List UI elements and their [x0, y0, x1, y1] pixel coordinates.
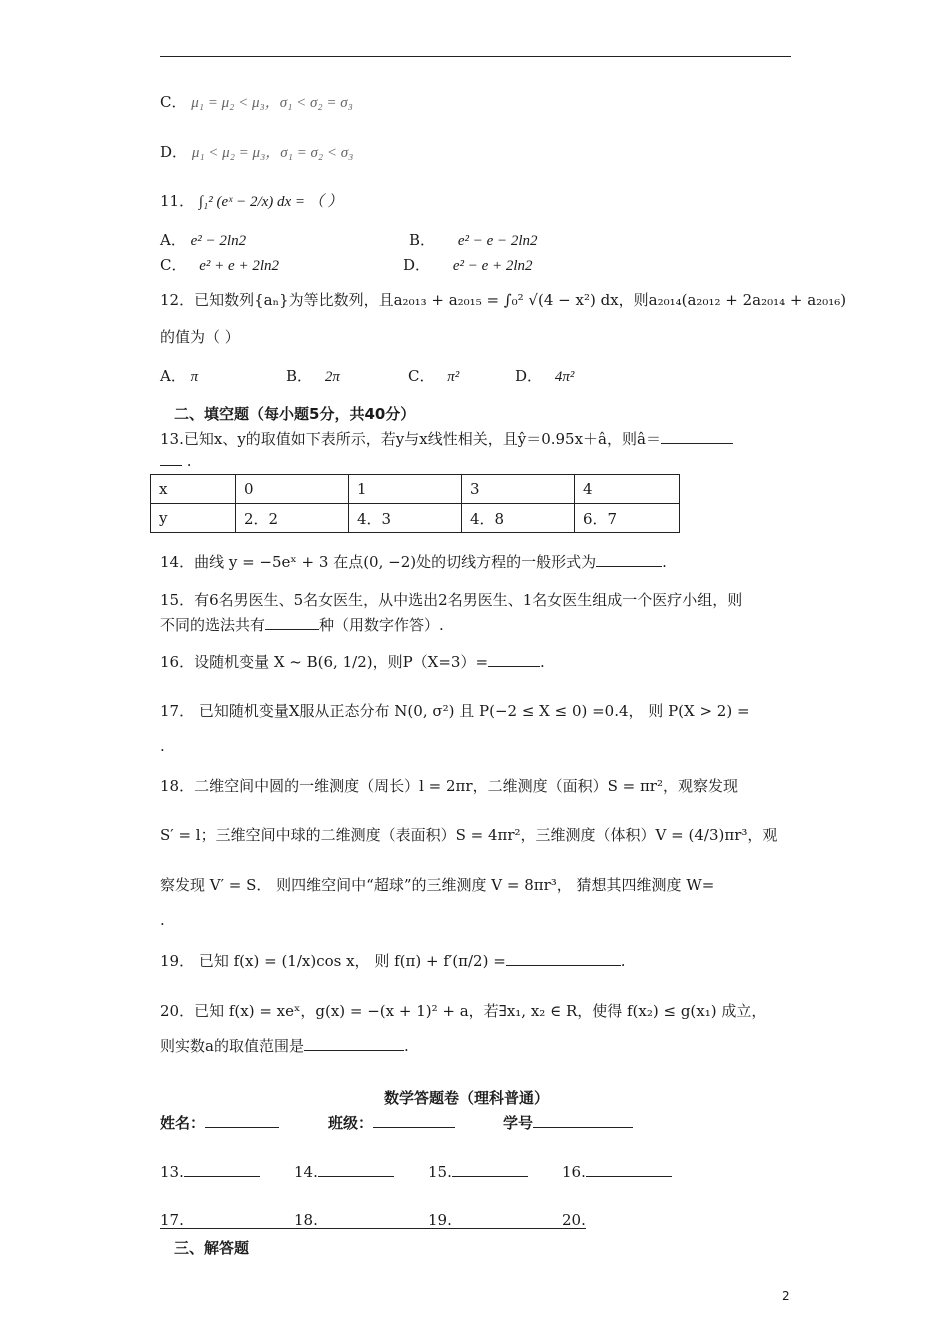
- table-cell: y: [151, 504, 236, 533]
- q10-option-d: [160, 141, 353, 162]
- q17-line2: .: [160, 737, 165, 755]
- table-cell: 4．3: [349, 504, 462, 533]
- question-text: .: [403, 1037, 409, 1055]
- slot-label: 17.: [160, 1211, 184, 1229]
- option-label: D．: [515, 367, 543, 385]
- answer-slot-14: [294, 1162, 394, 1181]
- q12-option-b: [286, 365, 340, 386]
- slot-label: 13.: [160, 1163, 184, 1181]
- question-text: 14．曲线 y = −5eˣ + 3 在点(0, −2)处的切线方程的一般形式为: [160, 553, 597, 571]
- option-label: B．: [286, 367, 313, 385]
- q12-stem-cont: [160, 326, 240, 347]
- q19: [160, 950, 626, 971]
- q16: [160, 651, 545, 672]
- table-row: [151, 475, 680, 504]
- q10-option-c: [160, 91, 353, 112]
- q18-line1: 18．二维空间中圆的一维测度（周长）l = 2πr，二维测度（面积）S = πr²，观察发现: [160, 777, 738, 795]
- question-text: .: [182, 452, 192, 470]
- option-label: A．: [160, 231, 186, 249]
- answer-blank: [304, 1036, 404, 1051]
- question-number: 12．: [160, 291, 195, 309]
- q11-option-b: [409, 229, 538, 250]
- option-label: B．: [409, 231, 436, 249]
- q13-stem: [160, 428, 733, 449]
- answer-blank: [506, 951, 621, 966]
- option-expr: π²: [447, 369, 460, 385]
- table-cell: x: [151, 475, 236, 504]
- name-field: [160, 1112, 279, 1133]
- table-row: [151, 504, 680, 533]
- q20-line1: 20．已知 f(x) = xeˣ，g(x) = −(x + 1)² + a，若∃x₁, x₂ ∈ R，使得 f(x₂) ≤ g(x₁) 成立，: [160, 1002, 767, 1020]
- q18-line4: .: [160, 911, 165, 929]
- answer-blank: [661, 429, 733, 444]
- q18-line3: 察发现 V′ = S． 则四维空间中“超球”的三维测度 V = 8πr³， 猜想其四维测度 W=: [160, 876, 715, 894]
- q17: 17． 已知随机变量X服从正态分布 N(0, σ²) 且 P(−2 ≤ X ≤ 0) =0.4， 则 P(X > 2) =: [160, 702, 750, 720]
- answer-sheet-title: 数学答题卷（理科普通）: [384, 1089, 550, 1107]
- option-expr: e² − e + 2ln2: [452, 258, 533, 274]
- table-cell: 1: [349, 475, 462, 504]
- question-text: 已知数列{aₙ}为等比数列，且a₂₀₁₃ + a₂₀₁₅ = ∫₀² √(4 − x²) dx，则a₂₀₁₄(a₂₀₁₂ + 2a₂₀₁₄ + a₂₀₁₆): [194, 291, 847, 309]
- q11-option-a: [160, 229, 246, 250]
- q11-option-d: [403, 254, 533, 275]
- slot-label: 16.: [562, 1163, 586, 1181]
- answer-blank: [488, 652, 540, 667]
- option-expr: μ₁ < μ₂ = μ₃，σ₁ = σ₂ < σ₃: [191, 145, 354, 161]
- field-label: 姓名：: [160, 1114, 206, 1132]
- question-text: .: [662, 553, 667, 571]
- question-text: 13.已知x、y的取值如下表所示，若y与x线性相关，且ŷ＝0.95x＋â，则â＝: [160, 430, 661, 448]
- field-label: 学号: [503, 1114, 534, 1132]
- answer-row-17-20: [160, 1211, 586, 1229]
- q15-line2: [160, 614, 444, 635]
- slot-label: 19.: [428, 1211, 452, 1229]
- question-text: 19． 已知 f(x) = (1/x)cos x， 则 f(π) + f′(π/2) =: [160, 952, 506, 970]
- q11-stem: [160, 190, 343, 211]
- answer-blank: [265, 615, 319, 630]
- answer-blank: [452, 1162, 528, 1177]
- answer-blank: [373, 1113, 455, 1128]
- option-expr: e² − 2ln2: [190, 233, 247, 249]
- question-text: 的值为（ ）: [160, 328, 240, 346]
- option-label: C．: [408, 367, 435, 385]
- answer-blank: [205, 1113, 279, 1128]
- table-cell: 4．8: [462, 504, 575, 533]
- table-cell: 2．2: [236, 504, 349, 533]
- option-label: D．: [403, 256, 431, 274]
- page-number: 2: [782, 1289, 790, 1303]
- answer-blank: [160, 451, 182, 466]
- option-expr: π: [190, 369, 199, 385]
- slot-label: 18.: [294, 1211, 318, 1229]
- q13-stem-cont: [160, 451, 192, 470]
- q15-line1: 15．有6名男医生、5名女医生，从中选出2名男医生、1名女医生组成一个医疗小组，则: [160, 591, 743, 609]
- field-label: 班级：: [328, 1114, 374, 1132]
- slot-label: 20.: [562, 1211, 586, 1229]
- answer-slot-16: [562, 1162, 672, 1181]
- section-title-solutions: 三、解答题: [174, 1239, 250, 1257]
- answer-blank: [184, 1162, 260, 1177]
- question-text: 则实数a的取值范围是: [160, 1037, 304, 1055]
- answer-blank: [533, 1113, 633, 1128]
- option-expr: e² − e − 2ln2: [457, 233, 538, 249]
- question-text: 不同的选法共有: [160, 616, 266, 634]
- answer-slot-13: [160, 1162, 260, 1181]
- option-label: C．: [160, 256, 187, 274]
- q18-line2: S′ = l；三维空间中球的二维测度（表面积）S = 4πr²，三维测度（体积）V = (4/3)πr³，观: [160, 826, 778, 844]
- q12-option-a: [160, 365, 198, 386]
- table-cell: 3: [462, 475, 575, 504]
- slot-label: 14.: [294, 1163, 318, 1181]
- option-expr: 4π²: [554, 369, 575, 385]
- q20-line2: [160, 1035, 409, 1056]
- q12-option-d: [515, 365, 574, 386]
- table-cell: 0: [236, 475, 349, 504]
- q11-option-c: [160, 254, 279, 275]
- answer-slot-15: [428, 1162, 528, 1181]
- question-text: 16．设随机变量 X ~ B(6, 1/2)，则P（X=3）=: [160, 653, 489, 671]
- option-label: C．: [160, 93, 187, 111]
- data-table: [150, 474, 680, 533]
- option-expr: e² + e + 2ln2: [199, 258, 279, 274]
- slot-label: 15.: [428, 1163, 452, 1181]
- table-cell: 4: [575, 475, 680, 504]
- q12-option-c: [408, 365, 459, 386]
- option-expr: 2π: [324, 369, 340, 385]
- answer-blank: [586, 1162, 672, 1177]
- option-label: A．: [160, 367, 186, 385]
- id-field: [503, 1112, 633, 1133]
- table-cell: 6．7: [575, 504, 680, 533]
- question-number: 11．: [160, 192, 195, 210]
- question-text: ∫₁² (eˣ − 2/x) dx = （ ）: [198, 194, 343, 210]
- question-text: 种（用数字作答）.: [319, 616, 444, 634]
- option-expr: μ₁ = μ₂ < μ₃，σ₁ < σ₂ = σ₃: [191, 95, 353, 111]
- class-field: [328, 1112, 455, 1133]
- answer-blank: [318, 1162, 394, 1177]
- question-text: .: [620, 952, 626, 970]
- q12-stem: [160, 289, 846, 310]
- header-rule: [160, 56, 791, 57]
- question-text: .: [540, 653, 545, 671]
- option-label: D．: [160, 143, 188, 161]
- answer-blank: [596, 552, 662, 567]
- q14: [160, 551, 667, 572]
- section-title-fill-in: 二、填空题（每小题5分，共40分）: [174, 405, 416, 423]
